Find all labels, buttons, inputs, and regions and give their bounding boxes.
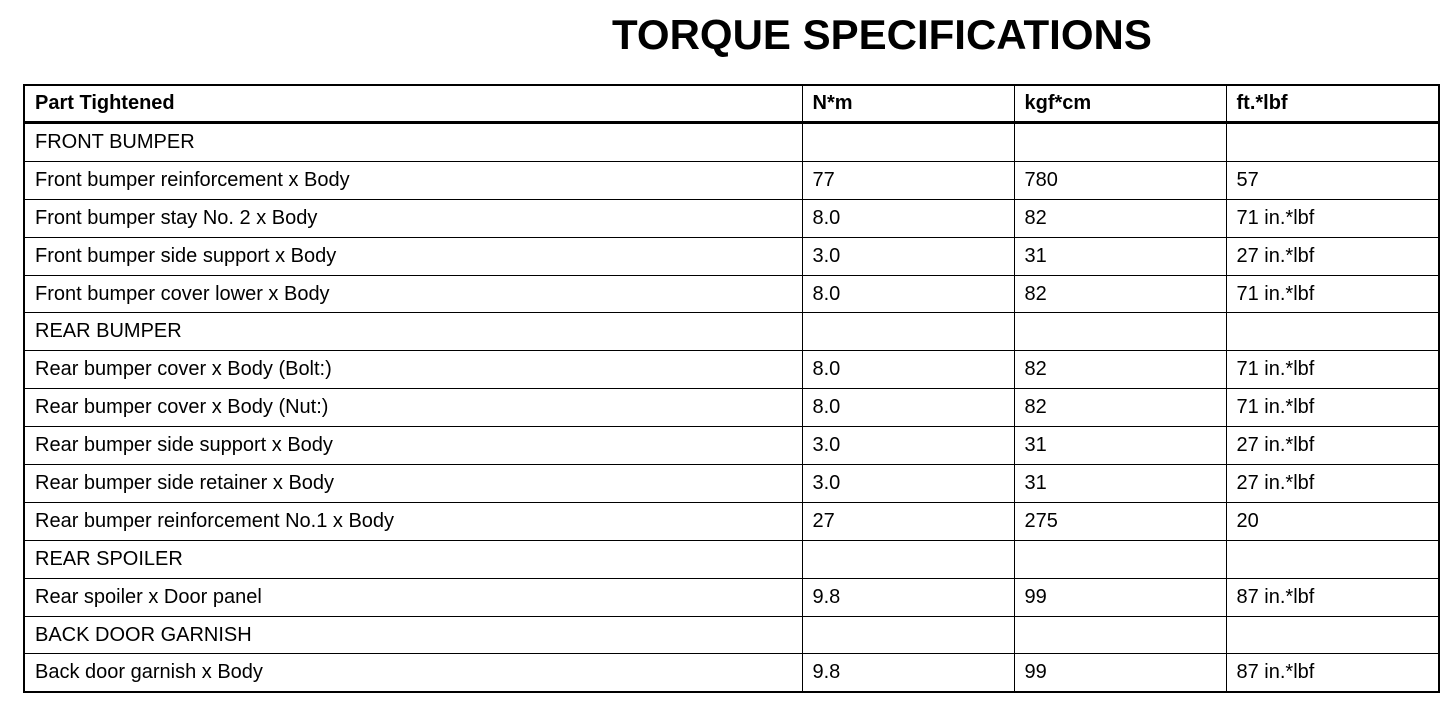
part-cell: Front bumper reinforcement x Body — [24, 161, 802, 199]
kgf-cm-cell: 31 — [1014, 465, 1226, 503]
part-cell: Rear bumper side retainer x Body — [24, 465, 802, 503]
ft-lbf-cell: 27 in.*lbf — [1226, 465, 1439, 503]
nm-cell: 8.0 — [802, 351, 1014, 389]
nm-cell: 8.0 — [802, 389, 1014, 427]
nm-cell: 27 — [802, 502, 1014, 540]
header-row — [24, 85, 1439, 123]
nm-cell: 3.0 — [802, 465, 1014, 503]
table-row — [24, 199, 1439, 237]
part-cell: Front bumper cover lower x Body — [24, 275, 802, 313]
kgf-cm-cell: 99 — [1014, 578, 1226, 616]
ft-lbf-cell: 87 in.*lbf — [1226, 654, 1439, 692]
ft-lbf-cell — [1226, 540, 1439, 578]
kgf-cm-cell: 31 — [1014, 237, 1226, 275]
kgf-cm-cell: 780 — [1014, 161, 1226, 199]
part-cell: BACK DOOR GARNISH — [24, 616, 802, 654]
ft-lbf-cell: 71 in.*lbf — [1226, 275, 1439, 313]
part-cell: Rear spoiler x Door panel — [24, 578, 802, 616]
header-kgf-cm: kgf*cm — [1014, 85, 1226, 123]
kgf-cm-cell: 275 — [1014, 502, 1226, 540]
nm-cell — [802, 313, 1014, 351]
table-row — [24, 161, 1439, 199]
ft-lbf-cell: 71 in.*lbf — [1226, 389, 1439, 427]
kgf-cm-cell — [1014, 123, 1226, 162]
nm-cell — [802, 540, 1014, 578]
section-row — [24, 123, 1439, 162]
nm-cell: 77 — [802, 161, 1014, 199]
part-cell: Rear bumper side support x Body — [24, 427, 802, 465]
table-row — [24, 465, 1439, 503]
kgf-cm-cell: 99 — [1014, 654, 1226, 692]
section-row — [24, 616, 1439, 654]
ft-lbf-cell: 20 — [1226, 502, 1439, 540]
part-cell: REAR SPOILER — [24, 540, 802, 578]
ft-lbf-cell: 57 — [1226, 161, 1439, 199]
table-row — [24, 427, 1439, 465]
kgf-cm-cell: 31 — [1014, 427, 1226, 465]
section-row — [24, 540, 1439, 578]
table-row — [24, 275, 1439, 313]
header-nm: N*m — [802, 85, 1014, 123]
nm-cell: 8.0 — [802, 199, 1014, 237]
nm-cell: 3.0 — [802, 237, 1014, 275]
ft-lbf-cell: 27 in.*lbf — [1226, 237, 1439, 275]
kgf-cm-cell: 82 — [1014, 351, 1226, 389]
kgf-cm-cell: 82 — [1014, 199, 1226, 237]
kgf-cm-cell: 82 — [1014, 389, 1226, 427]
header-ft-lbf: ft.*lbf — [1226, 85, 1439, 123]
nm-cell: 9.8 — [802, 578, 1014, 616]
part-cell: Front bumper stay No. 2 x Body — [24, 199, 802, 237]
kgf-cm-cell — [1014, 616, 1226, 654]
ft-lbf-cell — [1226, 313, 1439, 351]
section-row — [24, 313, 1439, 351]
table-row — [24, 654, 1439, 692]
part-cell: Rear bumper reinforcement No.1 x Body — [24, 502, 802, 540]
part-cell: Rear bumper cover x Body (Nut:) — [24, 389, 802, 427]
table-row — [24, 502, 1439, 540]
part-cell: Front bumper side support x Body — [24, 237, 802, 275]
table-row — [24, 578, 1439, 616]
nm-cell — [802, 123, 1014, 162]
ft-lbf-cell — [1226, 123, 1439, 162]
ft-lbf-cell: 87 in.*lbf — [1226, 578, 1439, 616]
table-row — [24, 389, 1439, 427]
nm-cell: 9.8 — [802, 654, 1014, 692]
table-row — [24, 351, 1439, 389]
torque-spec-table — [23, 84, 1440, 693]
kgf-cm-cell: 82 — [1014, 275, 1226, 313]
table-row — [24, 237, 1439, 275]
ft-lbf-cell: 71 in.*lbf — [1226, 351, 1439, 389]
ft-lbf-cell — [1226, 616, 1439, 654]
nm-cell: 8.0 — [802, 275, 1014, 313]
part-cell: Back door garnish x Body — [24, 654, 802, 692]
page-title: TORQUE SPECIFICATIONS — [612, 11, 1152, 58]
kgf-cm-cell — [1014, 540, 1226, 578]
ft-lbf-cell: 27 in.*lbf — [1226, 427, 1439, 465]
ft-lbf-cell: 71 in.*lbf — [1226, 199, 1439, 237]
part-cell: REAR BUMPER — [24, 313, 802, 351]
part-cell: Rear bumper cover x Body (Bolt:) — [24, 351, 802, 389]
header-part-tightened: Part Tightened — [24, 85, 802, 123]
kgf-cm-cell — [1014, 313, 1226, 351]
part-cell: FRONT BUMPER — [24, 123, 802, 162]
nm-cell — [802, 616, 1014, 654]
nm-cell: 3.0 — [802, 427, 1014, 465]
